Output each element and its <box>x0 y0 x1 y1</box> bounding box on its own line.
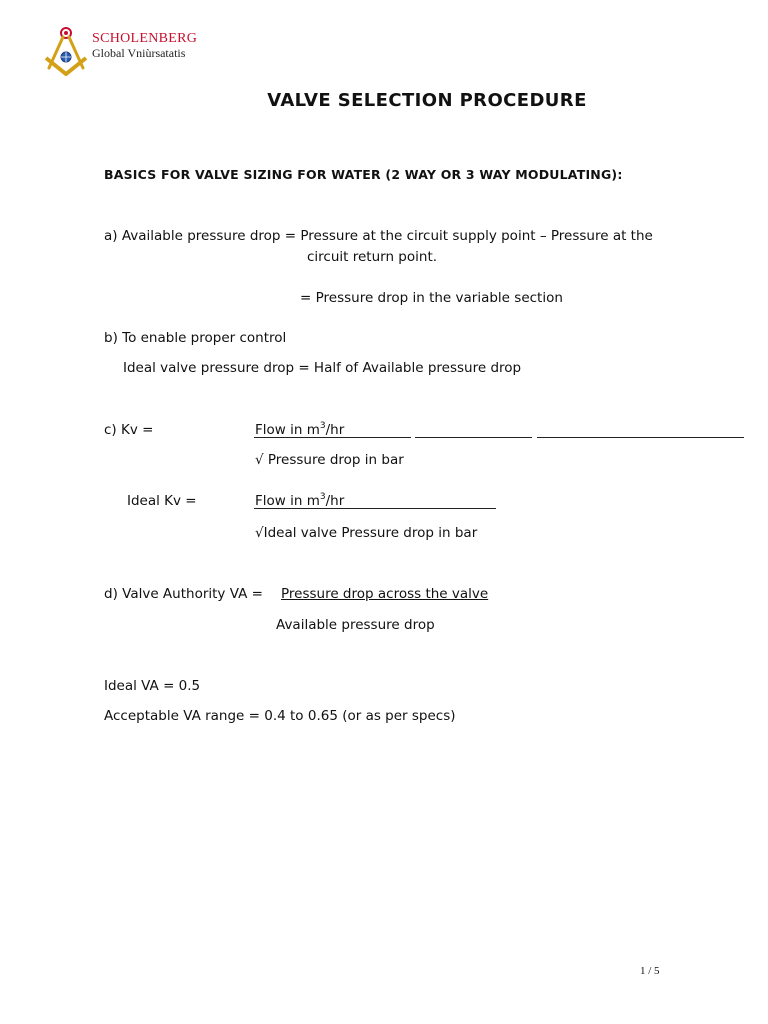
brand-tagline: Global Vniùrsatatis <box>92 46 186 60</box>
ideal-kv-numerator-suffix: /hr <box>325 493 345 509</box>
kv-fraction-line-3 <box>537 437 744 438</box>
kv-fraction-line-2 <box>415 437 532 438</box>
va-numerator: Pressure drop across the valve <box>281 586 489 602</box>
va-label: d) Valve Authority VA = <box>104 586 263 602</box>
document-title: VALVE SELECTION PROCEDURE <box>267 90 587 111</box>
item-a-line1: a) Available pressure drop = Pressure at the circuit supply point – Pressure at the <box>104 228 653 244</box>
ideal-kv-numerator-prefix: Flow in m <box>255 493 320 509</box>
kv-numerator-suffix: /hr <box>325 422 345 438</box>
va-denominator: Available pressure drop <box>276 617 435 633</box>
kv-denominator: √ Pressure drop in bar <box>255 452 404 468</box>
ideal-kv-fraction-line <box>254 508 496 509</box>
compass-square-logo-icon <box>42 24 90 76</box>
ideal-kv-denominator: √Ideal valve Pressure drop in bar <box>255 525 478 541</box>
brand-name: SCHOLENBERG <box>92 31 198 46</box>
item-b-line1: b) To enable proper control <box>104 330 287 346</box>
ideal-kv-numerator-exponent: 3 <box>319 492 326 502</box>
section-heading: BASICS FOR VALVE SIZING FOR WATER (2 WAY OR 3 WAY MODULATING): <box>104 167 623 182</box>
kv-numerator-prefix: Flow in m <box>255 422 320 438</box>
ideal-kv-numerator <box>255 493 344 509</box>
ideal-kv-label: Ideal Kv = <box>127 493 197 509</box>
kv-numerator-exponent: 3 <box>319 421 326 431</box>
page-number: 1 / 5 <box>640 965 660 977</box>
kv-numerator <box>255 422 344 438</box>
acceptable-va-range: Acceptable VA range = 0.4 to 0.65 (or as per specs) <box>104 708 456 724</box>
item-b-line2: Ideal valve pressure drop = Half of Available pressure drop <box>123 360 522 376</box>
kv-fraction-line-1 <box>254 437 411 438</box>
item-a-line3: = Pressure drop in the variable section <box>300 290 563 306</box>
kv-label: c) Kv = <box>104 422 154 438</box>
item-a-line2: circuit return point. <box>307 249 438 265</box>
ideal-va: Ideal VA = 0.5 <box>104 678 201 694</box>
